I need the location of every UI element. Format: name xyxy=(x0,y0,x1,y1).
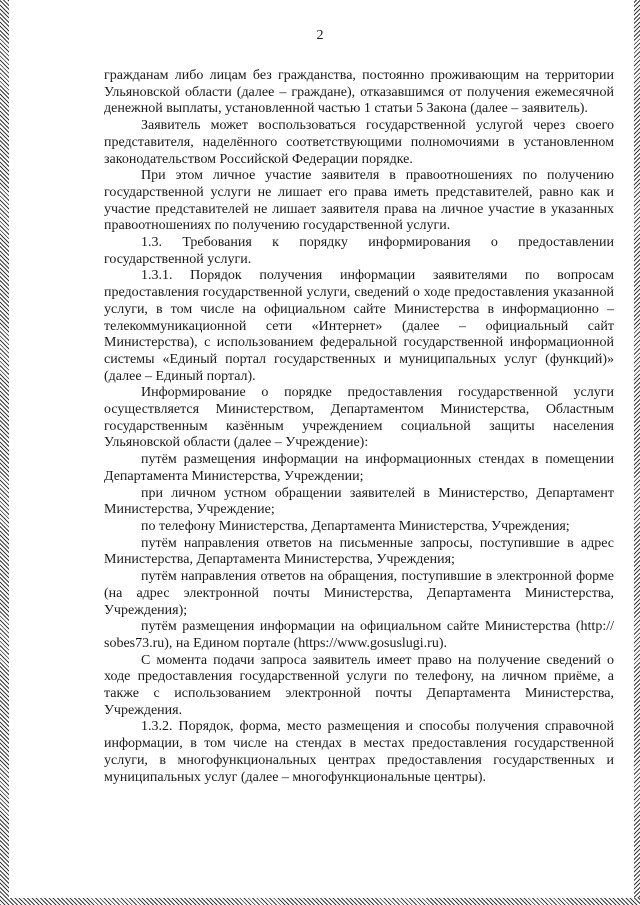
list-item: путём направления ответов на обращения, поступившие в электронной форме (на адрес электронной почты Министерства, Департамента Министерства, Учреждения); xyxy=(104,569,614,618)
scan-bottom-edge xyxy=(0,898,640,905)
paragraph: Заявитель может воспользоваться государственной услугой через своего представителя, наделённого соответствующими полномочиями в установленном законодательством Российской Федерации порядке. xyxy=(104,118,614,167)
paragraph: При этом личное участие заявителя в правоотношениях по получению государственной услуги не лишает его права иметь представителей, равно как и участие представителей не лишает заявителя права на личное участие в указанных правоотношениях по получению государственной услуги. xyxy=(104,168,614,234)
list-item: при личном устном обращении заявителей в Министерство, Департамент Министерства, Учреждение; xyxy=(104,485,614,518)
subsection-paragraph: 1.3.2. Порядок, форма, место размещения и способы получения справочной информации, в том числе на стендах в местах предоставления государственной услуги, в многофункциональных центрах предоставления государственных и муниципальных услуг (далее – многофункциональные центры). xyxy=(104,719,614,785)
list-item: путём размещения информации на официальном сайте Министерства (http:// sobes73.ru), на Едином портале (https://www.gosuslugi.ru). xyxy=(104,619,614,651)
scan-left-edge xyxy=(0,0,9,905)
scan-right-edge xyxy=(634,0,640,905)
list-item: по телефону Министерства, Департамента Министерства, Учреждения; xyxy=(141,518,570,534)
list-item: путём размещения информации на информационных стендах в помещении Департамента Министерства, Учреждении; xyxy=(104,452,614,484)
document-body xyxy=(104,68,614,786)
list-item: путём направления ответов на письменные запросы, поступившие в адрес Министерства, Департамента Министерства, Учреждения; xyxy=(104,535,614,568)
paragraph: гражданам либо лицам без гражданства, постоянно проживающим на территории Ульяновской области (далее – граждане), отказавшимся от получения ежемесячной денежной выплаты, установленной частью 1 статьи 5 Закона (далее – заявитель). xyxy=(104,68,614,117)
subsection-paragraph: 1.3.1. Порядок получения информации заявителями по вопросам предоставления государственной услуги, сведений о ходе предоставления указанной услуги, в том числе на официальном сайте Министерства в информационно – телекоммуникационной сети «Интернет» (далее – официальный сайт Министерства), с использованием федеральной государственной информационной системы «Единый портал государственных и муниципальных услуг (функций)» (далее – Единый портал). xyxy=(104,268,614,384)
section-heading: 1.3. Требования к порядку информирования о предоставлении государственной услуги. xyxy=(104,235,614,267)
page-number: 2 xyxy=(316,28,324,43)
paragraph: С момента подачи запроса заявитель имеет право на получение сведений о ходе предоставления государственной услуги по телефону, на личном приёме, а также с использованием электронной почты Департамента Министерства, Учреждения. xyxy=(104,652,614,718)
paragraph: Информирование о порядке предоставления государственной услуги осуществляется Министерством, Департаментом Министерства, Областным государственным казённым учреждением социальной защиты населения Ульяновской области (далее – Учреждение): xyxy=(104,385,614,451)
